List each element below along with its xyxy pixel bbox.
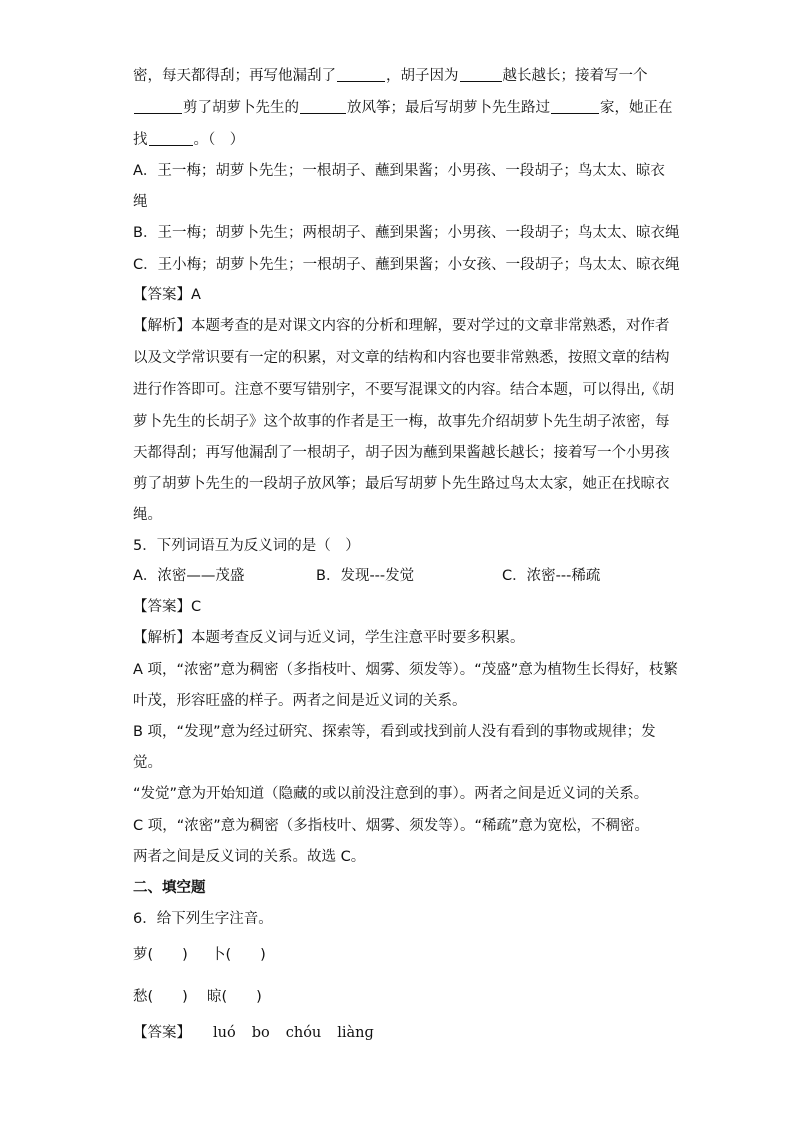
pinyin: luó	[213, 1025, 236, 1041]
answer-pinyin	[213, 1025, 390, 1041]
q4-cont-line3: 找 。（ ）	[133, 132, 245, 148]
q6-item: 卜( )	[211, 947, 266, 963]
q4-option-a-cont: 绳	[133, 194, 148, 210]
q4-option-b: B．王一梅；胡萝卜先生；两根胡子、蘸到果酱；小男孩、一段胡子；鸟太太、晾衣绳	[133, 225, 680, 241]
q4-analysis-line: 绳。	[133, 507, 162, 523]
q4-analysis-line: 进行作答即可。注意不要写错别字，不要写混课文的内容。结合本题，可以得出,《胡	[133, 382, 675, 398]
answer-blank	[300, 99, 346, 114]
answer-blank	[337, 67, 385, 82]
q5-analysis-line: A 项，“浓密”意为稠密（多指枝叶、烟雾、须发等）。“茂盛”意为植物生长得好，枝繁	[133, 662, 678, 678]
q4-option-c: C．王小梅；胡萝卜先生；一根胡子、蘸到果酱；小女孩、一段胡子；鸟太太、晾衣绳	[133, 257, 680, 273]
q5-answer: 【答案】C	[133, 599, 202, 615]
q4-option-a: A．王一梅；胡萝卜先生；一根胡子、蘸到果酱；小男孩、一段胡子；鸟太太、晾衣	[133, 163, 665, 179]
answer-blank	[134, 99, 182, 114]
q4-analysis-line: 天都得刮；再写他漏刮了一根胡子，胡子因为蘸到果酱越长越长；接着写一个小男孩	[133, 445, 670, 461]
q6-item: 愁( )	[133, 989, 188, 1005]
section-title: 二、填空题	[133, 880, 206, 896]
q6-item: 晾( )	[207, 989, 262, 1005]
q4-analysis-line: 剪了胡萝卜先生的一段胡子放风筝；最后写胡萝卜先生路过鸟太太家，她正在找晾衣	[133, 476, 670, 492]
pinyin: bo	[251, 1025, 270, 1041]
q5-question: 5．下列词语互为反义词的是（ ）	[133, 538, 360, 554]
q5-analysis-line: B 项，“发现”意为经过研究、探索等，看到或找到前人没有看到的事物或规律；发	[133, 724, 656, 740]
q4-analysis-line: 萝卜先生的长胡子》这个故事的作者是王一梅，故事先介绍胡萝卜先生胡子浓密，每	[133, 414, 670, 430]
q5-analysis-line: 叶茂，形容旺盛的样子。两者之间是近义词的关系。	[133, 693, 467, 709]
q4-cont-line1: 密，每天都得刮；再写他漏刮了 ，胡子因为 越长越长；接着写一个	[133, 68, 648, 84]
q5-analysis-line: 两者之间是反义词的关系。故选 C。	[133, 849, 366, 865]
q5-option-a: A．浓密——茂盛	[133, 568, 245, 584]
q5-analysis-line: 觉。	[133, 755, 162, 771]
q6-question: 6．给下列生字注音。	[133, 911, 273, 927]
q5-analysis-line: C 项，“浓密”意为稠密（多指枝叶、烟雾、须发等）。“稀疏”意为宽松，不稠密。	[133, 818, 650, 834]
q6-answer	[133, 1024, 390, 1042]
answer-label: 【答案】	[133, 1025, 191, 1041]
answer-blank	[149, 131, 193, 146]
answer-blank	[460, 67, 502, 82]
q4-cont-line2: 剪了胡萝卜先生的 放风筝；最后写胡萝卜先生路过 家，她正在	[133, 99, 673, 117]
q5-option-c: C．浓密---稀疏	[502, 568, 601, 584]
q5-analysis-line: “发觉”意为开始知道（隐藏的或以前没注意到的事）。两者之间是近义词的关系。	[133, 786, 649, 802]
q4-answer: 【答案】A	[133, 287, 201, 303]
pinyin: liànɡ	[337, 1025, 374, 1041]
q5-analysis-line: 【解析】本题考查反义词与近义词，学生注意平时要多积累。	[133, 630, 525, 646]
q4-analysis-line: 【解析】本题考查的是对课文内容的分析和理解，要对学过的文章非常熟悉，对作者	[133, 318, 670, 334]
answer-blank	[551, 99, 599, 114]
q6-item: 萝( )	[133, 947, 188, 963]
q4-analysis-line: 以及文学常识要有一定的积累，对文章的结构和内容也要非常熟悉，按照文章的结构	[133, 350, 670, 366]
q5-option-b: B．发现---发觉	[316, 568, 415, 584]
pinyin: chóu	[285, 1025, 322, 1041]
